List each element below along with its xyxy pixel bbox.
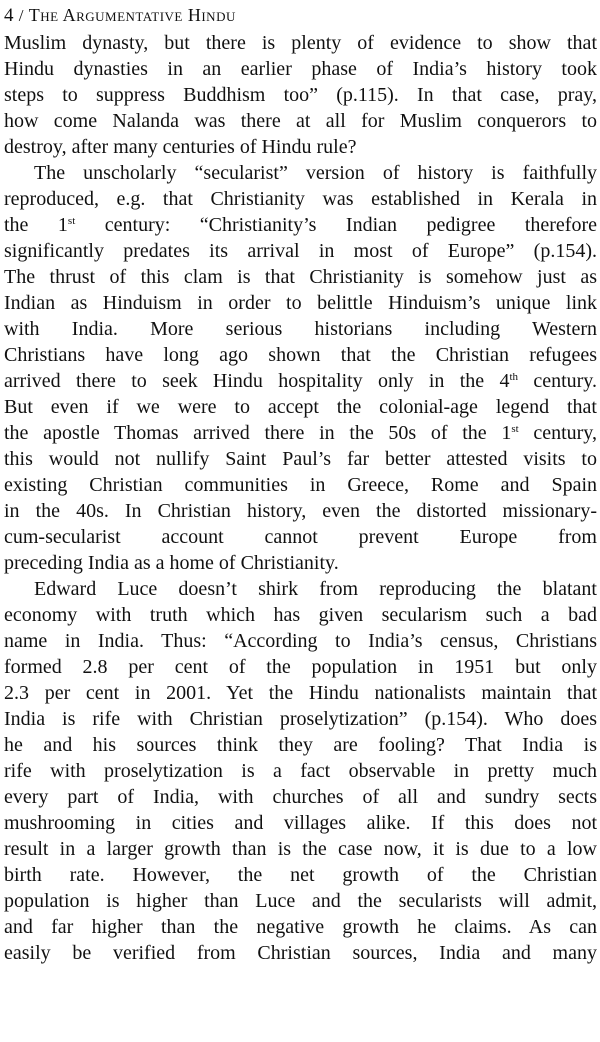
text-line <box>4 134 597 160</box>
text-line <box>4 550 597 576</box>
text-segment: The thrust of this clam is that Christianity is somehow just as <box>4 266 597 288</box>
text-line <box>4 472 597 498</box>
header-separator: / <box>18 6 24 25</box>
text-line <box>4 82 597 108</box>
body-text <box>4 30 597 966</box>
text-line <box>4 186 597 212</box>
text-segment: century, <box>518 422 597 444</box>
page-number: 4 <box>4 5 14 26</box>
text-segment: every part of India, with churches of all and sundry sects <box>4 786 597 808</box>
text-line <box>4 836 597 862</box>
text-segment: But even if we were to accept the colonial-age legend that <box>4 396 597 418</box>
ordinal-superscript: st <box>67 215 76 227</box>
text-line <box>4 394 597 420</box>
text-segment: cum-secularist account cannot prevent Europe from <box>4 526 597 548</box>
text-line <box>4 264 597 290</box>
text-segment: economy with truth which has given secularism such a bad <box>4 604 597 626</box>
text-line <box>4 576 597 602</box>
text-line <box>4 602 597 628</box>
book-page <box>4 0 597 966</box>
text-line <box>4 862 597 888</box>
text-segment: how come Nalanda was there at all for Muslim conquerors to <box>4 110 597 132</box>
text-line <box>4 784 597 810</box>
text-line <box>4 342 597 368</box>
text-segment: century: “Christianity’s Indian pedigree therefore <box>75 214 597 236</box>
text-segment: India is rife with Christian proselytization” (p.154). Who does <box>4 708 597 730</box>
text-segment: mushrooming in cities and villages alike. If this does not <box>4 812 597 834</box>
running-title: The Argumentative Hindu <box>28 5 236 25</box>
text-segment: century. <box>518 370 597 392</box>
text-line <box>4 316 597 342</box>
ordinal-superscript: st <box>511 423 519 435</box>
text-line <box>4 212 597 238</box>
text-segment: Hindu dynasties in an earlier phase of India’s history took <box>4 58 597 80</box>
text-line <box>4 940 597 966</box>
text-segment: Edward Luce doesn’t shirk from reproducing the blatant <box>34 578 597 600</box>
text-line <box>4 420 597 446</box>
text-segment: Christians have long ago shown that the Christian refugees <box>4 344 597 366</box>
running-head <box>4 0 597 30</box>
text-segment: and far higher than the negative growth he claims. As can <box>4 916 597 938</box>
text-line <box>4 732 597 758</box>
text-segment: the 1 <box>4 214 68 236</box>
text-segment: the apostle Thomas arrived there in the 50s of the 1 <box>4 422 512 444</box>
text-line <box>4 56 597 82</box>
text-line <box>4 498 597 524</box>
text-line <box>4 628 597 654</box>
text-line <box>4 680 597 706</box>
text-segment: this would not nullify Saint Paul’s far better attested visits to <box>4 448 597 470</box>
text-segment: reproduced, e.g. that Christianity was established in Kerala in <box>4 188 597 210</box>
text-segment: name in India. Thus: “According to India’s census, Christians <box>4 630 597 652</box>
text-line <box>4 160 597 186</box>
text-line <box>4 368 597 394</box>
text-line <box>4 810 597 836</box>
text-segment: he and his sources think they are fooling? That India is <box>4 734 597 756</box>
text-segment: Indian as Hinduism in order to belittle Hinduism’s unique link <box>4 292 597 314</box>
text-segment: formed 2.8 per cent of the population in 1951 but only <box>4 656 597 678</box>
text-segment: The unscholarly “secularist” version of history is faithfully <box>34 162 597 184</box>
text-line <box>4 238 597 264</box>
text-segment: rife with proselytization is a fact observable in pretty much <box>4 760 597 782</box>
text-line <box>4 706 597 732</box>
text-line <box>4 446 597 472</box>
text-segment: 2.3 per cent in 2001. Yet the Hindu nationalists maintain that <box>4 682 597 704</box>
text-segment: steps to suppress Buddhism too” (p.115). In that case, pray, <box>4 84 597 106</box>
text-segment: arrived there to seek Hindu hospitality only in the 4 <box>4 370 510 392</box>
text-line <box>4 108 597 134</box>
text-line <box>4 914 597 940</box>
text-segment: result in a larger growth than is the case now, it is due to a low <box>4 838 597 860</box>
text-line <box>4 654 597 680</box>
text-line <box>4 888 597 914</box>
text-segment: significantly predates its arrival in most of Europe” (p.154). <box>4 240 597 262</box>
text-segment: Muslim dynasty, but there is plenty of evidence to show that <box>4 32 597 54</box>
text-segment: existing Christian communities in Greece, Rome and Spain <box>4 474 597 496</box>
text-segment: population is higher than Luce and the secularists will admit, <box>4 890 597 912</box>
text-line <box>4 290 597 316</box>
text-segment: birth rate. However, the net growth of the Christian <box>4 864 597 886</box>
text-segment: destroy, after many centuries of Hindu rule? <box>4 136 357 158</box>
text-line <box>4 30 597 56</box>
text-segment: easily be verified from Christian sources, India and many <box>4 942 597 964</box>
text-line <box>4 758 597 784</box>
text-segment: in the 40s. In Christian history, even the distorted missionary- <box>4 500 597 522</box>
text-segment: with India. More serious historians including Western <box>4 318 597 340</box>
text-segment: preceding India as a home of Christianity. <box>4 552 339 574</box>
text-line <box>4 524 597 550</box>
ordinal-superscript: th <box>509 371 519 383</box>
